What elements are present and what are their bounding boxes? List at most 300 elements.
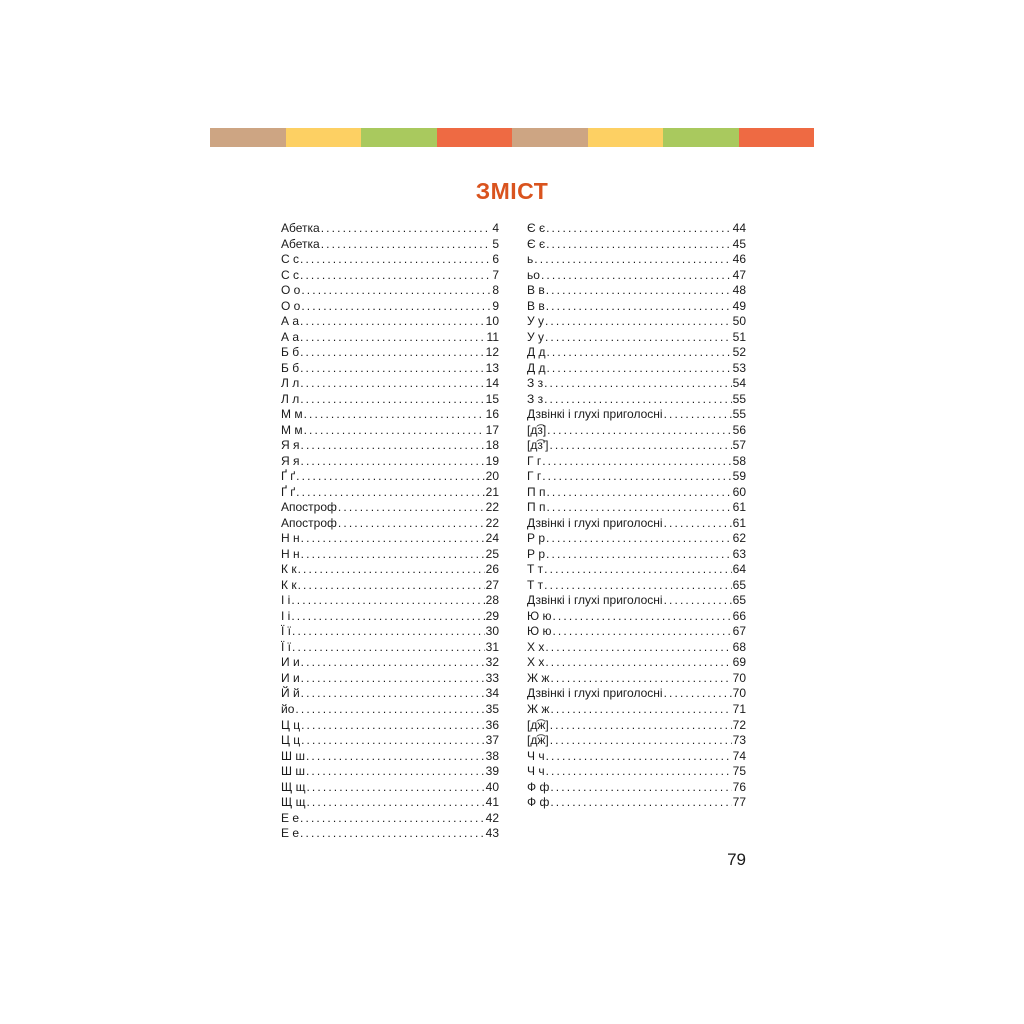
toc-entry-label: М м [281,422,303,437]
toc-entry-page: 4 [492,221,499,235]
toc-entry [527,655,746,671]
toc-entry-label: Ї ї [281,639,292,654]
toc-entry-label: В в [527,298,545,313]
toc-entry-label: О о [281,283,301,298]
toc-entry [281,237,499,253]
toc-entry [281,345,499,361]
toc-entry-page: 73 [732,733,746,748]
toc-entry-page: 27 [485,577,499,592]
toc-entry-page: 66 [732,608,746,623]
toc-entry-page: 44 [732,221,746,235]
toc-entry-label: С с [281,267,299,282]
dot-leader [546,764,732,780]
toc-entry [281,609,499,625]
toc-entry-page: 70 [732,670,746,685]
dot-leader [542,454,731,470]
toc-entry-label: С с [281,252,299,267]
toc-entry [527,376,746,392]
toc-entry [527,624,746,640]
toc-entry-page: 12 [485,345,499,360]
toc-entry [281,593,499,609]
toc-entry-page: 61 [732,515,746,530]
toc-entry [527,578,746,594]
toc-entry [281,562,499,578]
toc-entry [527,361,746,377]
dot-leader [301,686,485,702]
toc-entry-page: 59 [732,469,746,484]
toc-entry-label: К к [281,562,297,577]
toc-entry [281,516,499,532]
toc-entry-label: Ч ч [527,764,545,779]
toc-entry [527,221,746,237]
toc-entry [281,299,499,315]
toc-entry-page: 57 [732,438,746,453]
dot-leader [300,392,484,408]
toc-entry-page: 43 [485,826,499,841]
dot-leader [321,221,492,237]
toc-entry-page: 5 [492,236,499,251]
toc-entry-page: 36 [485,717,499,732]
toc-entry-page: 77 [732,795,746,810]
dot-leader [298,562,485,578]
toc-entry [527,438,746,454]
dot-leader [292,640,485,656]
toc-entry-page: 40 [485,779,499,794]
toc-entry [281,718,499,734]
toc-entry-page: 49 [732,298,746,313]
toc-entry-label: йо [281,701,295,716]
toc-entry-page: 76 [732,779,746,794]
toc-entry [281,361,499,377]
toc-entry [281,392,499,408]
dot-leader [300,811,485,827]
toc-entry [281,531,499,547]
dot-leader [552,609,731,625]
toc-entry-page: 52 [732,345,746,360]
toc-entry-label: Дзвінкі і глухі приголосні [527,407,663,422]
toc-entry-label: В в [527,283,545,298]
toc-entry-page: 74 [732,748,746,763]
toc-entry-label: Д д [527,345,546,360]
toc-entry [281,811,499,827]
toc-entry-label: Б б [281,360,300,375]
toc-entry [281,749,499,765]
dot-leader [300,314,485,330]
toc-entry-label: М м [281,407,303,422]
toc-entry-page: 7 [492,267,499,282]
toc-entry [527,283,746,299]
page-number: 79 [727,850,746,869]
dot-leader [300,330,486,346]
toc-entry [527,547,746,563]
toc-entry-label: Х х [527,655,545,670]
color-stripe [210,128,814,147]
toc-entry-page: 54 [732,376,746,391]
toc-entry-label: Е е [281,826,300,841]
toc-entry-page: 68 [732,639,746,654]
stripe-segment [437,128,513,147]
toc-entry-label: ь [527,252,534,267]
dot-leader [298,578,485,594]
dot-leader [545,314,732,330]
toc-entry [281,624,499,640]
dot-leader [292,624,485,640]
toc-entry [527,531,746,547]
toc-entry-label: І і [281,593,291,608]
toc-entry [281,795,499,811]
toc-entry [527,780,746,796]
stripe-segment [286,128,362,147]
dot-leader [306,780,484,796]
toc-entry-page: 37 [485,733,499,748]
toc-entry-label: Т т [527,562,544,577]
toc-entry-page: 38 [485,748,499,763]
toc-entry-page: 42 [485,810,499,825]
toc-entry-label: [д͡ж] [527,717,549,732]
dot-leader [550,671,731,687]
toc-entry-label: О о [281,298,301,313]
stripe-segment [512,128,588,147]
dot-leader [664,593,732,609]
toc-entry-label: Р р [527,531,546,546]
dot-leader [304,407,485,423]
toc-entry-label: Ш ш [281,764,305,779]
toc-entry-label: З з [527,376,544,391]
dot-leader [300,376,484,392]
toc-entry-page: 50 [732,314,746,329]
toc-entry [281,686,499,702]
dot-leader [544,376,732,392]
toc-entry-page: 26 [485,562,499,577]
dot-leader [300,268,491,284]
dot-leader [545,640,731,656]
dot-leader [304,423,485,439]
toc-column-right [527,221,746,811]
toc-entry-page: 64 [732,562,746,577]
toc-entry-page: 17 [485,422,499,437]
toc-entry-label: И и [281,670,300,685]
dot-leader [546,500,731,516]
toc-entry [281,500,499,516]
toc-entry-label: Є є [527,236,546,251]
toc-entry-label: Х х [527,639,545,654]
toc-entry-page: 48 [732,283,746,298]
toc-entry [527,640,746,656]
toc-entry-page: 71 [732,701,746,716]
dot-leader [300,345,485,361]
toc-entry-label: Г г [527,453,542,468]
toc-entry-label: А а [281,314,300,329]
dot-leader [301,299,491,315]
toc-entry-label: Я я [281,438,300,453]
dot-leader [664,516,732,532]
toc-entry-page: 9 [492,298,499,313]
dot-leader [546,345,731,361]
dot-leader [546,531,732,547]
stripe-segment [588,128,664,147]
dot-leader [306,749,485,765]
toc-entry-page: 65 [732,593,746,608]
toc-entry-label: Ї ї [281,624,292,639]
toc-entry-label: Б б [281,345,300,360]
toc-entry [527,252,746,268]
toc-entry-label: Дзвінкі і глухі приголосні [527,515,663,530]
toc-entry-label: Абетка [281,221,320,235]
toc-entry [527,407,746,423]
toc-entry [281,268,499,284]
toc-entry-page: 13 [485,360,499,375]
toc-entry [527,330,746,346]
toc-entry [527,345,746,361]
stripe-segment [739,128,815,147]
dot-leader [301,454,485,470]
dot-leader [534,252,731,268]
dot-leader [338,500,485,516]
toc-entry-page: 32 [485,655,499,670]
toc-entry-page: 60 [732,484,746,499]
toc-entry [281,469,499,485]
toc-entry-page: 28 [485,593,499,608]
toc-entry-page: 16 [485,407,499,422]
dot-leader [301,655,485,671]
toc-entry [281,826,499,842]
toc-entry-page: 58 [732,453,746,468]
stripe-segment [210,128,286,147]
toc-entry [281,314,499,330]
toc-entry [527,423,746,439]
dot-leader [301,531,485,547]
dot-leader [296,469,485,485]
toc-entry [527,485,746,501]
toc-entry-page: 69 [732,655,746,670]
dot-leader [546,283,732,299]
toc-entry [281,330,499,346]
toc-entry-label: З з [527,391,544,406]
toc-entry-page: 6 [492,252,499,267]
stripe-segment [663,128,739,147]
toc-entry-page: 29 [485,608,499,623]
dot-leader [301,438,485,454]
dot-leader [291,593,484,609]
toc-entry-label: Л л [281,376,300,391]
toc-entry-label: Дзвінкі і глухі приголосні [527,686,663,701]
dot-leader [546,221,732,237]
toc-entry-label: Апостроф [281,500,337,515]
toc-entry-page: 67 [732,624,746,639]
toc-entry [281,702,499,718]
toc-entry-page: 19 [485,453,499,468]
toc-entry-page: 61 [732,500,746,515]
toc-entry-page: 34 [485,686,499,701]
toc-entry [527,516,746,532]
dot-leader [550,702,731,718]
toc-entry [281,376,499,392]
toc-entry-label: Ю ю [527,624,552,639]
toc-entry-page: 56 [732,422,746,437]
toc-entry [527,237,746,253]
toc-entry-label: [д͡ж] [527,733,549,748]
dot-leader [664,686,732,702]
toc-entry-label: Д д [527,360,546,375]
toc-entry-page: 47 [732,267,746,282]
toc-entry-page: 62 [732,531,746,546]
toc-entry [527,500,746,516]
toc-entry-page: 30 [485,624,499,639]
dot-leader [545,655,731,671]
dot-leader [541,268,732,284]
toc-entry-label: Ю ю [527,608,552,623]
toc-entry-label: Я я [281,453,300,468]
toc-entry-page: 21 [485,484,499,499]
toc-entry [527,795,746,811]
toc-entry [281,407,499,423]
toc-entry-label: Апостроф [281,515,337,530]
dot-leader [544,392,732,408]
toc-entry [527,718,746,734]
toc-entry-page: 15 [485,391,499,406]
toc-entry-page: 65 [732,577,746,592]
toc-entry-label: Ч ч [527,748,545,763]
toc-entry-label: Абетка [281,236,320,251]
toc-entry-label: [д͡з'] [527,438,549,453]
toc-entry [281,780,499,796]
dot-leader [552,624,731,640]
toc-entry [281,733,499,749]
toc-entry-page: 25 [485,546,499,561]
toc-entry-page: 22 [485,515,499,530]
toc-entry-label: Р р [527,546,546,561]
dot-leader [546,749,732,765]
toc-entry-label: У у [527,329,544,344]
toc-entry [527,454,746,470]
toc-entry-label: Дзвінкі і глухі приголосні [527,593,663,608]
toc-entry [281,283,499,299]
toc-column-left [281,221,499,842]
toc-entry [281,671,499,687]
toc-entry-label: І і [281,608,291,623]
dot-leader [291,609,484,625]
toc-entry-page: 20 [485,469,499,484]
toc-entry [281,655,499,671]
toc-entry-page: 75 [732,764,746,779]
toc-entry [281,221,499,237]
toc-entry-page: 35 [485,701,499,716]
toc-entry-page: 55 [732,391,746,406]
toc-entry-page: 46 [732,252,746,267]
toc-entry-label: Т т [527,577,544,592]
toc-entry-label: Е е [281,810,300,825]
toc-entry [527,392,746,408]
toc-entry [527,562,746,578]
toc-entry-label: И и [281,655,300,670]
toc-entry-label: Щ щ [281,779,306,794]
dot-leader [664,407,732,423]
dot-leader [545,330,732,346]
toc-entry [527,749,746,765]
toc-entry [281,454,499,470]
dot-leader [295,702,484,718]
toc-entry [527,686,746,702]
dot-leader [301,283,491,299]
toc-entry-label: К к [281,577,297,592]
dot-leader [546,547,732,563]
stripe-segment [361,128,437,147]
dot-leader [550,795,731,811]
toc-entry [281,578,499,594]
toc-entry-label: П п [527,500,546,515]
toc-entry [527,469,746,485]
dot-leader [300,361,485,377]
toc-entry [527,268,746,284]
dot-leader [306,795,484,811]
toc-entry-page: 11 [486,329,499,344]
toc-entry-label: Й й [281,686,300,701]
toc-entry-page: 41 [485,795,499,810]
toc-entry-label: Ж ж [527,670,550,685]
dot-leader [547,423,731,439]
toc-entry-page: 72 [732,717,746,732]
toc-entry [527,314,746,330]
toc-entry [281,640,499,656]
toc-entry-page: 31 [485,639,499,654]
dot-leader [546,485,731,501]
toc-entry-page: 24 [485,531,499,546]
page-title: ЗМІСТ [475,178,549,204]
dot-leader [546,299,732,315]
toc-entry-label: А а [281,329,300,344]
toc-entry-page: 33 [485,670,499,685]
toc-entry-label: Ц ц [281,733,301,748]
toc-entry-page: 45 [732,236,746,251]
dot-leader [544,562,731,578]
toc-entry-page: 39 [485,764,499,779]
dot-leader [301,733,485,749]
toc-entry-label: П п [527,484,546,499]
dot-leader [301,718,485,734]
toc-entry-label: Н н [281,531,300,546]
toc-entry-label: Ф ф [527,779,550,794]
toc-entry-label: Ж ж [527,701,550,716]
toc-entry-page: 22 [485,500,499,515]
toc-entry [527,733,746,749]
dot-leader [300,826,485,842]
toc-entry [527,299,746,315]
toc-entry [527,609,746,625]
toc-entry-page: 70 [732,686,746,701]
toc-entry [527,764,746,780]
dot-leader [550,718,732,734]
toc-entry [281,764,499,780]
toc-entry-page: 18 [485,438,499,453]
toc-entry-label: Щ щ [281,795,306,810]
toc-entry-label: ьо [527,267,540,282]
toc-entry-label: У у [527,314,544,329]
dot-leader [550,780,731,796]
dot-leader [300,252,491,268]
dot-leader [549,438,731,454]
toc-entry-label: Ц ц [281,717,301,732]
dot-leader [301,671,485,687]
toc-entry-label: Л л [281,391,300,406]
toc-entry [281,252,499,268]
dot-leader [542,469,731,485]
toc-entry-page: 55 [732,407,746,422]
toc-entry-label: Г г [527,469,542,484]
toc-entry-label: Н н [281,546,300,561]
toc-entry [281,547,499,563]
toc-entry-label: Ш ш [281,748,305,763]
toc-entry [527,702,746,718]
